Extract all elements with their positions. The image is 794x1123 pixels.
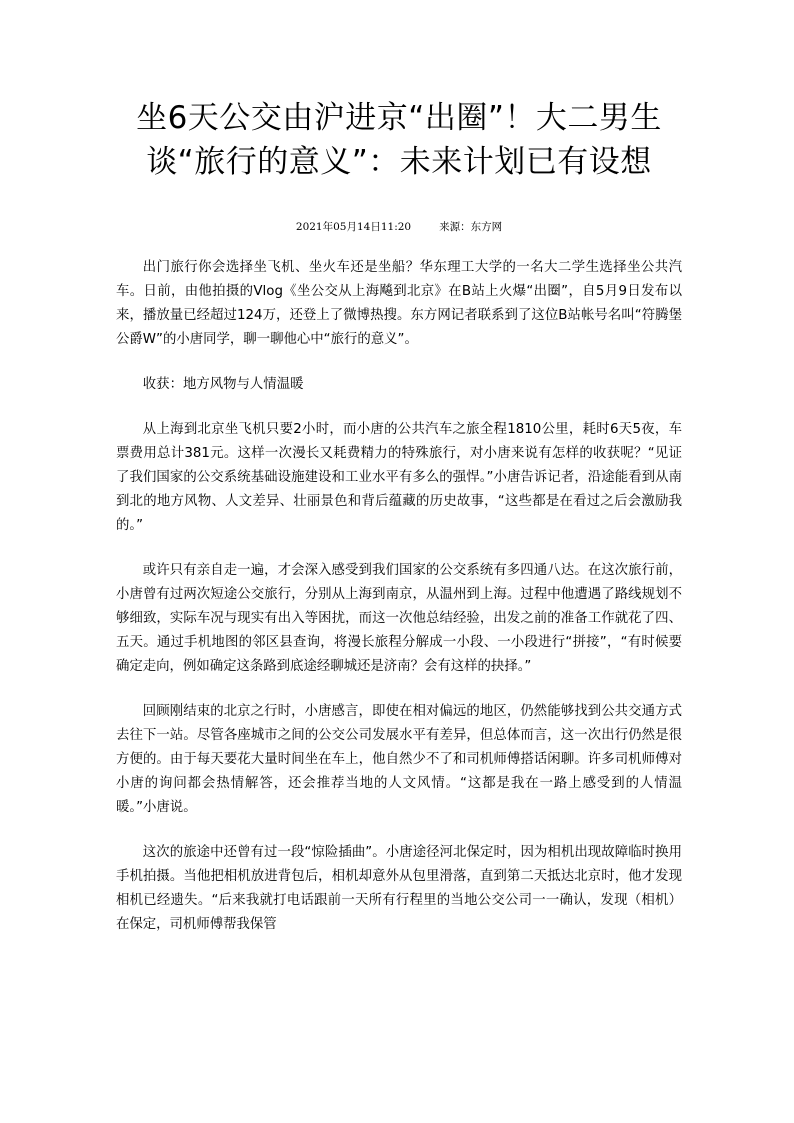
- article-meta: [116, 220, 682, 234]
- article-title: 坐6天公交由沪进京“出圈”！大二男生谈“旅行的意义”：未来计划已有设想: [136, 100, 662, 180]
- paragraph: 或许只有亲自走一遍，才会深入感受到我们国家的公交系统有多四通八达。在这次旅行前，小唐曾有过两次短途公交旅行，分别从上海到南京，从温州到上海。过程中他遭遇了路线规划不够细致，实际车况与现实有出入等困扰，而这一次他总结经验，出发之前的准备工作就花了四、五天。通过手机地图的邻区县查询，将漫长旅程分解成一小段、一小段进行“拼接”，“有时候要确定走向，例如确定这条路到底途经聊城还是济南？会有这样的抉择。”: [116, 563, 682, 674]
- paragraph: 从上海到北京坐飞机只要2小时，而小唐的公共汽车之旅全程1810公里，耗时6天5夜，车票费用总计381元。这样一次漫长又耗费精力的特殊旅行，对小唐来说有怎样的收获呢？“见证了我们国家的公交系统基础设施建设和工业水平有多么的强悍。”小唐告诉记者，沿途能看到从南到北的地方风物、人文差异、壮丽景色和背后蕴藏的历史故事，“这些都是在看过之后会激励我的。”: [116, 422, 682, 533]
- article-source: 来源：东方网: [439, 221, 503, 233]
- section-heading: 收获：地方风物与人情温暖: [142, 377, 304, 392]
- paragraph: 回顾刚结束的北京之行时，小唐感言，即使在相对偏远的地区，仍然能够找到公共交通方式去往下一站。尽管各座城市之间的公交公司发展水平有差异，但总体而言，这一次出行仍然是很方便的。由于每天要花大量时间坐在车上，他自然少不了和司机师傅搭话闲聊。许多司机师傅对小唐的询问都会热情解答，还会推荐当地的人文风情。“这都是我在一路上感受到的人情温暖。”小唐说。: [116, 704, 682, 815]
- article: [116, 96, 682, 958]
- publish-date: 2021年05月14日11:20: [295, 221, 412, 233]
- paragraph: 这次的旅途中还曾有过一段“惊险插曲”。小唐途径河北保定时，因为相机出现故障临时换用手机拍摄。当他把相机放进背包后，相机却意外从包里滑落，直到第二天抵达北京时，他才发现相机已经遗失。“后来我就打电话跟前一天所有行程里的当地公交公司一一确认，发现（相机）在保定，司机师傅帮我保管: [116, 845, 682, 932]
- article-body: [116, 256, 682, 937]
- paragraph-intro: 出门旅行你会选择坐飞机、坐火车还是坐船？华东理工大学的一名大二学生选择坐公共汽车。日前，由他拍摄的Vlog《坐公交从上海飚到北京》在B站上火爆“出圈”，自5月9日发布以来，播放量已经超过124万，还登上了微博热搜。东方网记者联系到了这位B站帐号名叫“符腾堡公爵W”的小唐同学，聊一聊他心中“旅行的意义”。: [116, 260, 682, 347]
